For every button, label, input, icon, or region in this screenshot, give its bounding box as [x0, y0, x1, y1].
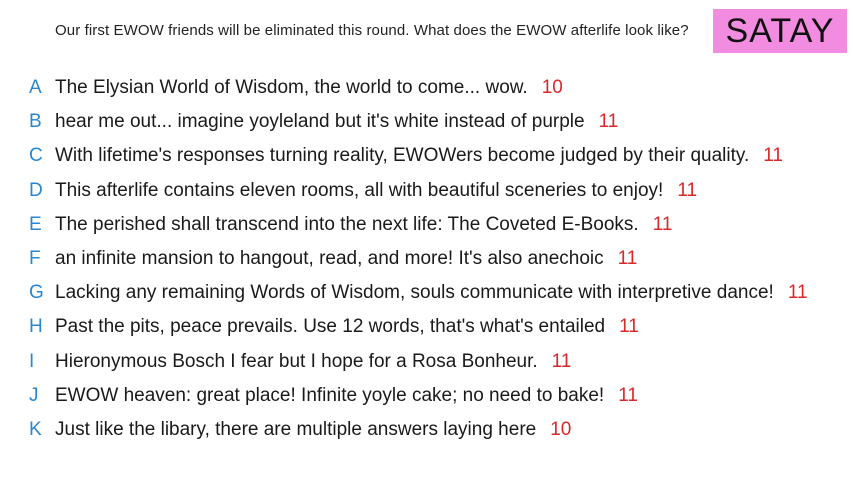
word-count: 11	[598, 111, 619, 133]
word-count: 11	[617, 248, 638, 270]
response-letter: J	[29, 384, 39, 406]
response-text: The Elysian World of Wisdom, the world to come... wow.	[55, 77, 528, 99]
word-count: 11	[551, 350, 572, 372]
response-letter: B	[29, 111, 42, 133]
response-row	[0, 276, 853, 310]
response-letter: A	[29, 77, 42, 99]
response-letter: D	[29, 179, 43, 201]
word-count: 11	[619, 316, 639, 338]
response-body	[55, 248, 637, 270]
response-letter: C	[29, 145, 43, 167]
response-body	[55, 316, 639, 338]
response-body	[55, 145, 783, 167]
response-row	[0, 174, 853, 208]
response-letter: G	[29, 282, 44, 304]
badge-label: SATAY	[725, 11, 835, 50]
response-body	[55, 419, 571, 441]
response-text: Just like the libary, there are multiple answers laying here	[55, 418, 537, 440]
response-body	[55, 180, 697, 202]
response-text: an infinite mansion to hangout, read, and more! It's also anechoic	[55, 248, 604, 270]
response-row	[0, 379, 853, 413]
response-list	[0, 71, 853, 447]
response-row	[0, 242, 853, 276]
word-count: 11	[652, 213, 673, 235]
response-body	[55, 282, 808, 304]
response-row	[0, 139, 853, 173]
response-row	[0, 413, 853, 447]
word-count: 11	[787, 282, 808, 304]
response-letter: H	[29, 316, 43, 338]
response-text: This afterlife contains eleven rooms, all with beautiful sceneries to enjoy!	[55, 179, 664, 201]
response-body	[55, 385, 638, 407]
response-text: Hieronymous Bosch I fear but I hope for a Rosa Bonheur.	[55, 350, 538, 372]
word-count: 11	[677, 179, 698, 201]
response-text: Lacking any remaining Words of Wisdom, souls communicate with interpretive dance!	[55, 282, 774, 304]
response-letter: F	[29, 248, 41, 270]
response-body	[55, 214, 672, 236]
response-letter: I	[29, 350, 35, 372]
response-row	[0, 71, 853, 105]
name-badge	[713, 9, 847, 53]
response-text: hear me out... imagine yoyleland but it's white instead of purple	[55, 111, 585, 133]
word-count: 11	[763, 145, 783, 167]
word-count: 10	[550, 418, 572, 440]
response-body	[55, 111, 618, 133]
response-row	[0, 345, 853, 379]
response-letter: K	[29, 418, 42, 440]
response-letter: E	[29, 213, 42, 235]
response-row	[0, 310, 853, 344]
response-text: Past the pits, peace prevails. Use 12 words, that's what's entailed	[55, 316, 606, 338]
response-body	[55, 351, 571, 373]
response-row	[0, 105, 853, 139]
prompt-text: Our first EWOW friends will be eliminated this round. What does the EWOW afterlife look like?	[55, 22, 689, 39]
word-count: 11	[618, 384, 638, 406]
response-text: The perished shall transcend into the next life: The Coveted E-Books.	[55, 213, 639, 235]
response-text: EWOW heaven: great place! Infinite yoyle cake; no need to bake!	[55, 384, 605, 406]
response-text: With lifetime's responses turning reality, EWOWers become judged by their quality.	[55, 145, 750, 167]
word-count: 10	[541, 77, 563, 99]
response-row	[0, 208, 853, 242]
response-body	[55, 77, 563, 99]
